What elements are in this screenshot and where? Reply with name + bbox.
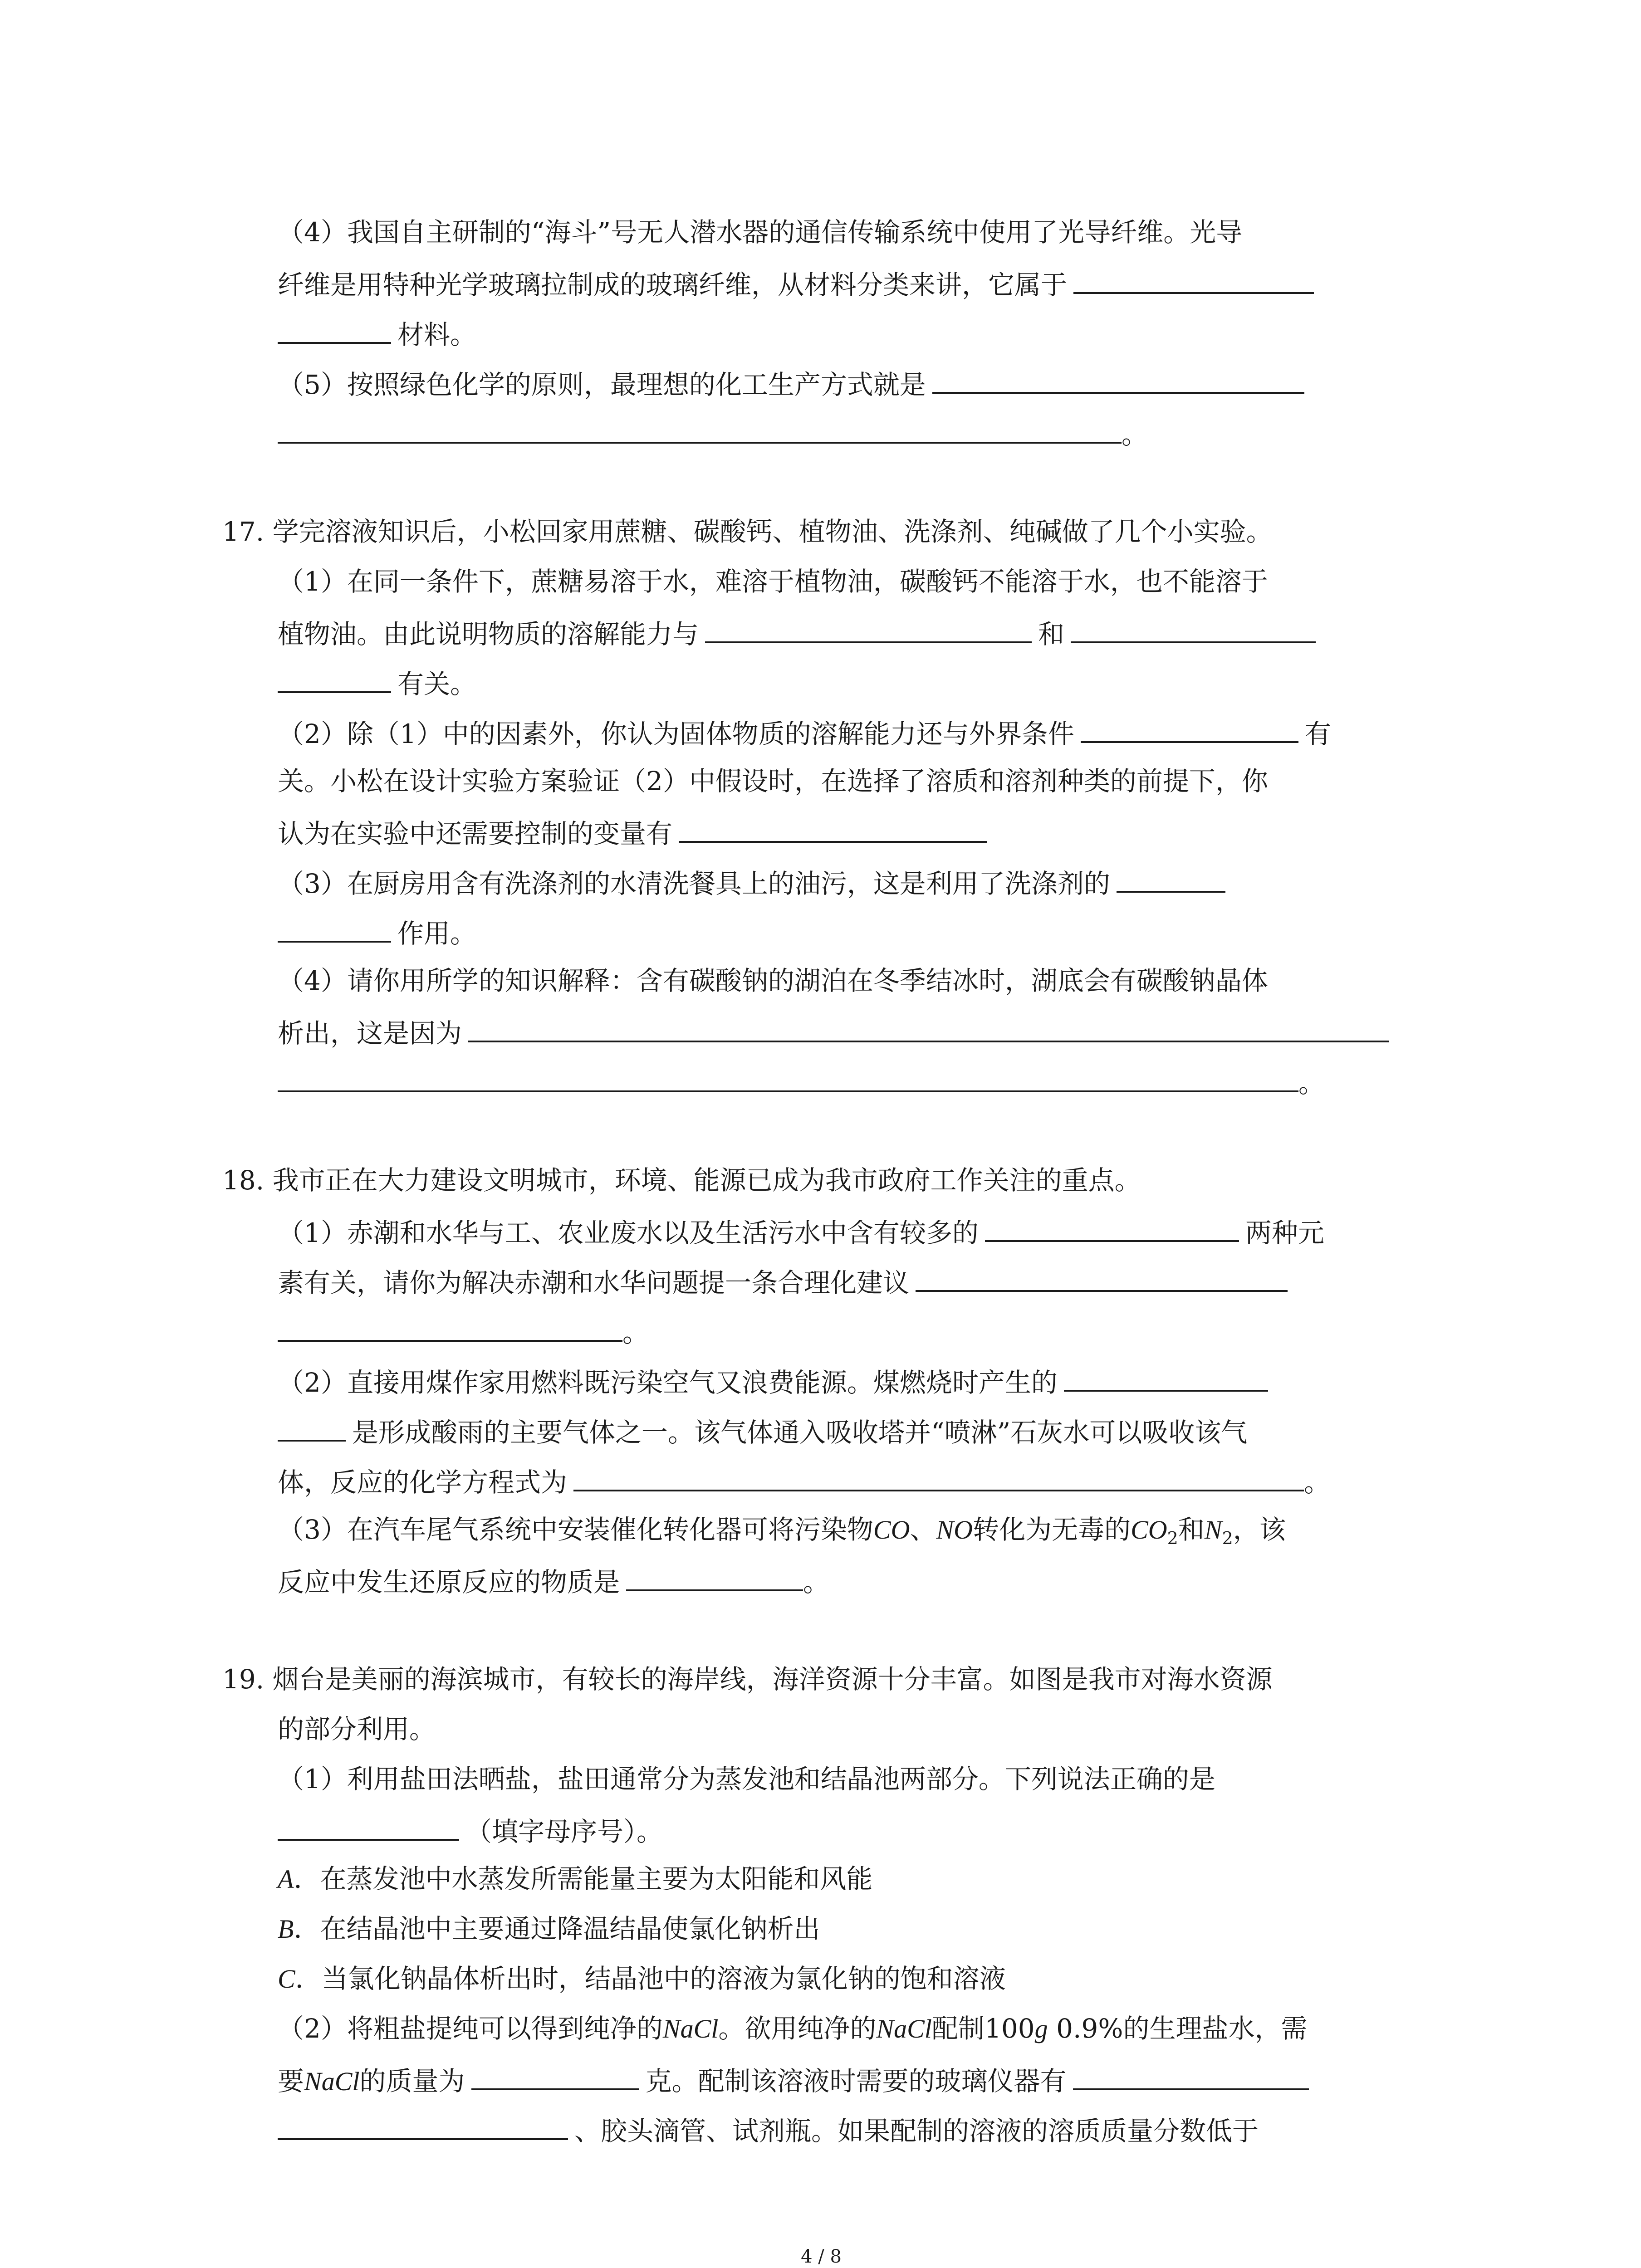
q17-part3-line1: （3）在厨房用含有洗涤剂的水清洗餐具上的油污，这是利用了洗涤剂的	[278, 862, 1225, 900]
answer-blank[interactable]	[278, 1311, 622, 1342]
q19-part1-line2: （填字母序号）。	[278, 1810, 663, 1848]
q18-part3-line2: 反应中发生还原反应的物质是 。	[278, 1560, 829, 1598]
q17-part4-line2: 析出，这是因为	[278, 1012, 1389, 1050]
q19-part2-line2: 要NaCl的质量为 克。配制该溶液时需要的玻璃仪器有	[278, 2059, 1309, 2097]
answer-blank[interactable]	[1071, 612, 1316, 643]
q17-part2-line2: 关。小松在设计实验方案验证（2）中假设时，在选择了溶质和溶剂种类的前提下，你	[278, 766, 1268, 797]
q18-part1-line1: （1）赤潮和水华与工、农业废水以及生活污水中含有较多的 两种元	[278, 1211, 1324, 1249]
answer-blank[interactable]	[1073, 2059, 1309, 2090]
answer-blank[interactable]	[932, 363, 1304, 394]
q18-part2-line3: 体，反应的化学方程式为 。	[278, 1461, 1330, 1499]
q16-part5-line1: （5）按照绿色化学的原则，最理想的化工生产方式就是	[278, 363, 1304, 401]
q19-option-c: C．当氯化钠晶体析出时，结晶池中的溶液为氯化钠的饱和溶液	[278, 1963, 1006, 1994]
q17-part1-line3: 有关。	[278, 662, 476, 700]
answer-blank[interactable]	[278, 662, 391, 693]
answer-blank[interactable]	[468, 1012, 1389, 1042]
page-number: 4 / 8	[801, 2246, 842, 2267]
q19-stem-line2: 的部分利用。	[278, 1714, 436, 1745]
formula-n2: N	[1204, 1515, 1222, 1545]
q19-option-b: B．在结晶池中主要通过降温结晶使氯化钠析出	[278, 1913, 820, 1944]
answer-blank[interactable]	[278, 1411, 346, 1442]
q17-part2-line3: 认为在实验中还需要控制的变量有	[278, 812, 987, 850]
answer-blank[interactable]	[278, 912, 391, 943]
q17-part4-line1: （4）请你用所学的知识解释：含有碳酸钠的湖泊在冬季结冰时，湖底会有碳酸钠晶体	[278, 965, 1268, 996]
q19-part1-line1: （1）利用盐田法晒盐，盐田通常分为蒸发池和结晶池两部分。下列说法正确的是	[278, 1764, 1215, 1794]
answer-blank[interactable]	[1073, 263, 1314, 294]
q18-part3-line1: （3）在汽车尾气系统中安装催化转化器可将污染物CO、NO转化为无毒的$CO_2$和$N_2$，该	[278, 1514, 1286, 1548]
answer-blank[interactable]	[278, 1061, 1298, 1092]
q17-part3-line2: 作用。	[278, 912, 476, 950]
q16-part5-line2: 。	[278, 413, 1148, 451]
answer-blank[interactable]	[278, 413, 1122, 444]
q19-option-a: A．在蒸发池中水蒸发所需能量主要为太阳能和风能	[278, 1863, 873, 1894]
answer-blank[interactable]	[278, 313, 391, 344]
answer-blank[interactable]	[985, 1211, 1239, 1242]
formula-nacl: NaCl	[304, 2067, 360, 2096]
formula-nacl: NaCl	[876, 2014, 932, 2043]
q18-part2-line1: （2）直接用煤作家用燃料既污染空气又浪费能源。煤燃烧时产生的	[278, 1361, 1268, 1399]
q16-part4-line1: （4）我国自主研制的“海斗”号无人潜水器的通信传输系统中使用了光导纤维。光导	[278, 217, 1243, 248]
q18-part1-line3: 。	[278, 1311, 649, 1349]
answer-blank[interactable]	[1117, 862, 1225, 893]
answer-blank[interactable]	[471, 2059, 639, 2090]
answer-blank[interactable]	[278, 1810, 459, 1841]
answer-blank[interactable]	[679, 812, 987, 843]
q19-stem-line1: 19. 烟台是美丽的海滨城市，有较长的海岸线，海洋资源十分丰富。如图是我市对海水资源	[222, 1664, 1273, 1695]
q16-part4-line2: 纤维是用特种光学玻璃拉制成的玻璃纤维，从材料分类来讲，它属于	[278, 263, 1314, 301]
answer-blank[interactable]	[1064, 1361, 1268, 1392]
q16-part4-line3: 材料。	[278, 313, 476, 351]
q19-part2-line1: （2）将粗盐提纯可以得到纯净的NaCl。欲用纯净的NaCl配制100g 0.9%的生理盐水，需	[278, 2013, 1308, 2044]
formula-no: NO	[936, 1515, 973, 1545]
formula-co: CO	[873, 1515, 910, 1545]
answer-blank[interactable]	[278, 2109, 568, 2140]
answer-blank[interactable]	[916, 1261, 1288, 1292]
q17-part4-line3: 。	[278, 1061, 1325, 1100]
q17-part2-line1: （2）除（1）中的因素外，你认为固体物质的溶解能力还与外界条件 有	[278, 712, 1331, 750]
q18-part2-line2: 是形成酸雨的主要气体之一。该气体通入吸收塔并“喷淋”石灰水可以吸收该气	[278, 1411, 1247, 1449]
q17-stem: 17. 学完溶液知识后，小松回家用蔗糖、碳酸钙、植物油、洗涤剂、纯碱做了几个小实验。	[222, 516, 1273, 547]
answer-blank[interactable]	[573, 1461, 1304, 1491]
q17-part1-line1: （1）在同一条件下，蔗糖易溶于水，难溶于植物油，碳酸钙不能溶于水，也不能溶于	[278, 566, 1268, 597]
formula-nacl: NaCl	[662, 2014, 719, 2043]
q18-stem: 18. 我市正在大力建设文明城市，环境、能源已成为我市政府工作关注的重点。	[222, 1165, 1141, 1196]
q17-part1-line2: 植物油。由此说明物质的溶解能力与 和	[278, 612, 1316, 650]
q18-part1-line2: 素有关，请你为解决赤潮和水华问题提一条合理化建议	[278, 1261, 1288, 1299]
answer-blank[interactable]	[626, 1560, 803, 1591]
answer-blank[interactable]	[1081, 712, 1298, 743]
formula-co2: CO	[1131, 1515, 1167, 1545]
answer-blank[interactable]	[705, 612, 1032, 643]
q19-part2-line3: 、胶头滴管、试剂瓶。如果配制的溶液的溶质质量分数低于	[278, 2109, 1259, 2147]
